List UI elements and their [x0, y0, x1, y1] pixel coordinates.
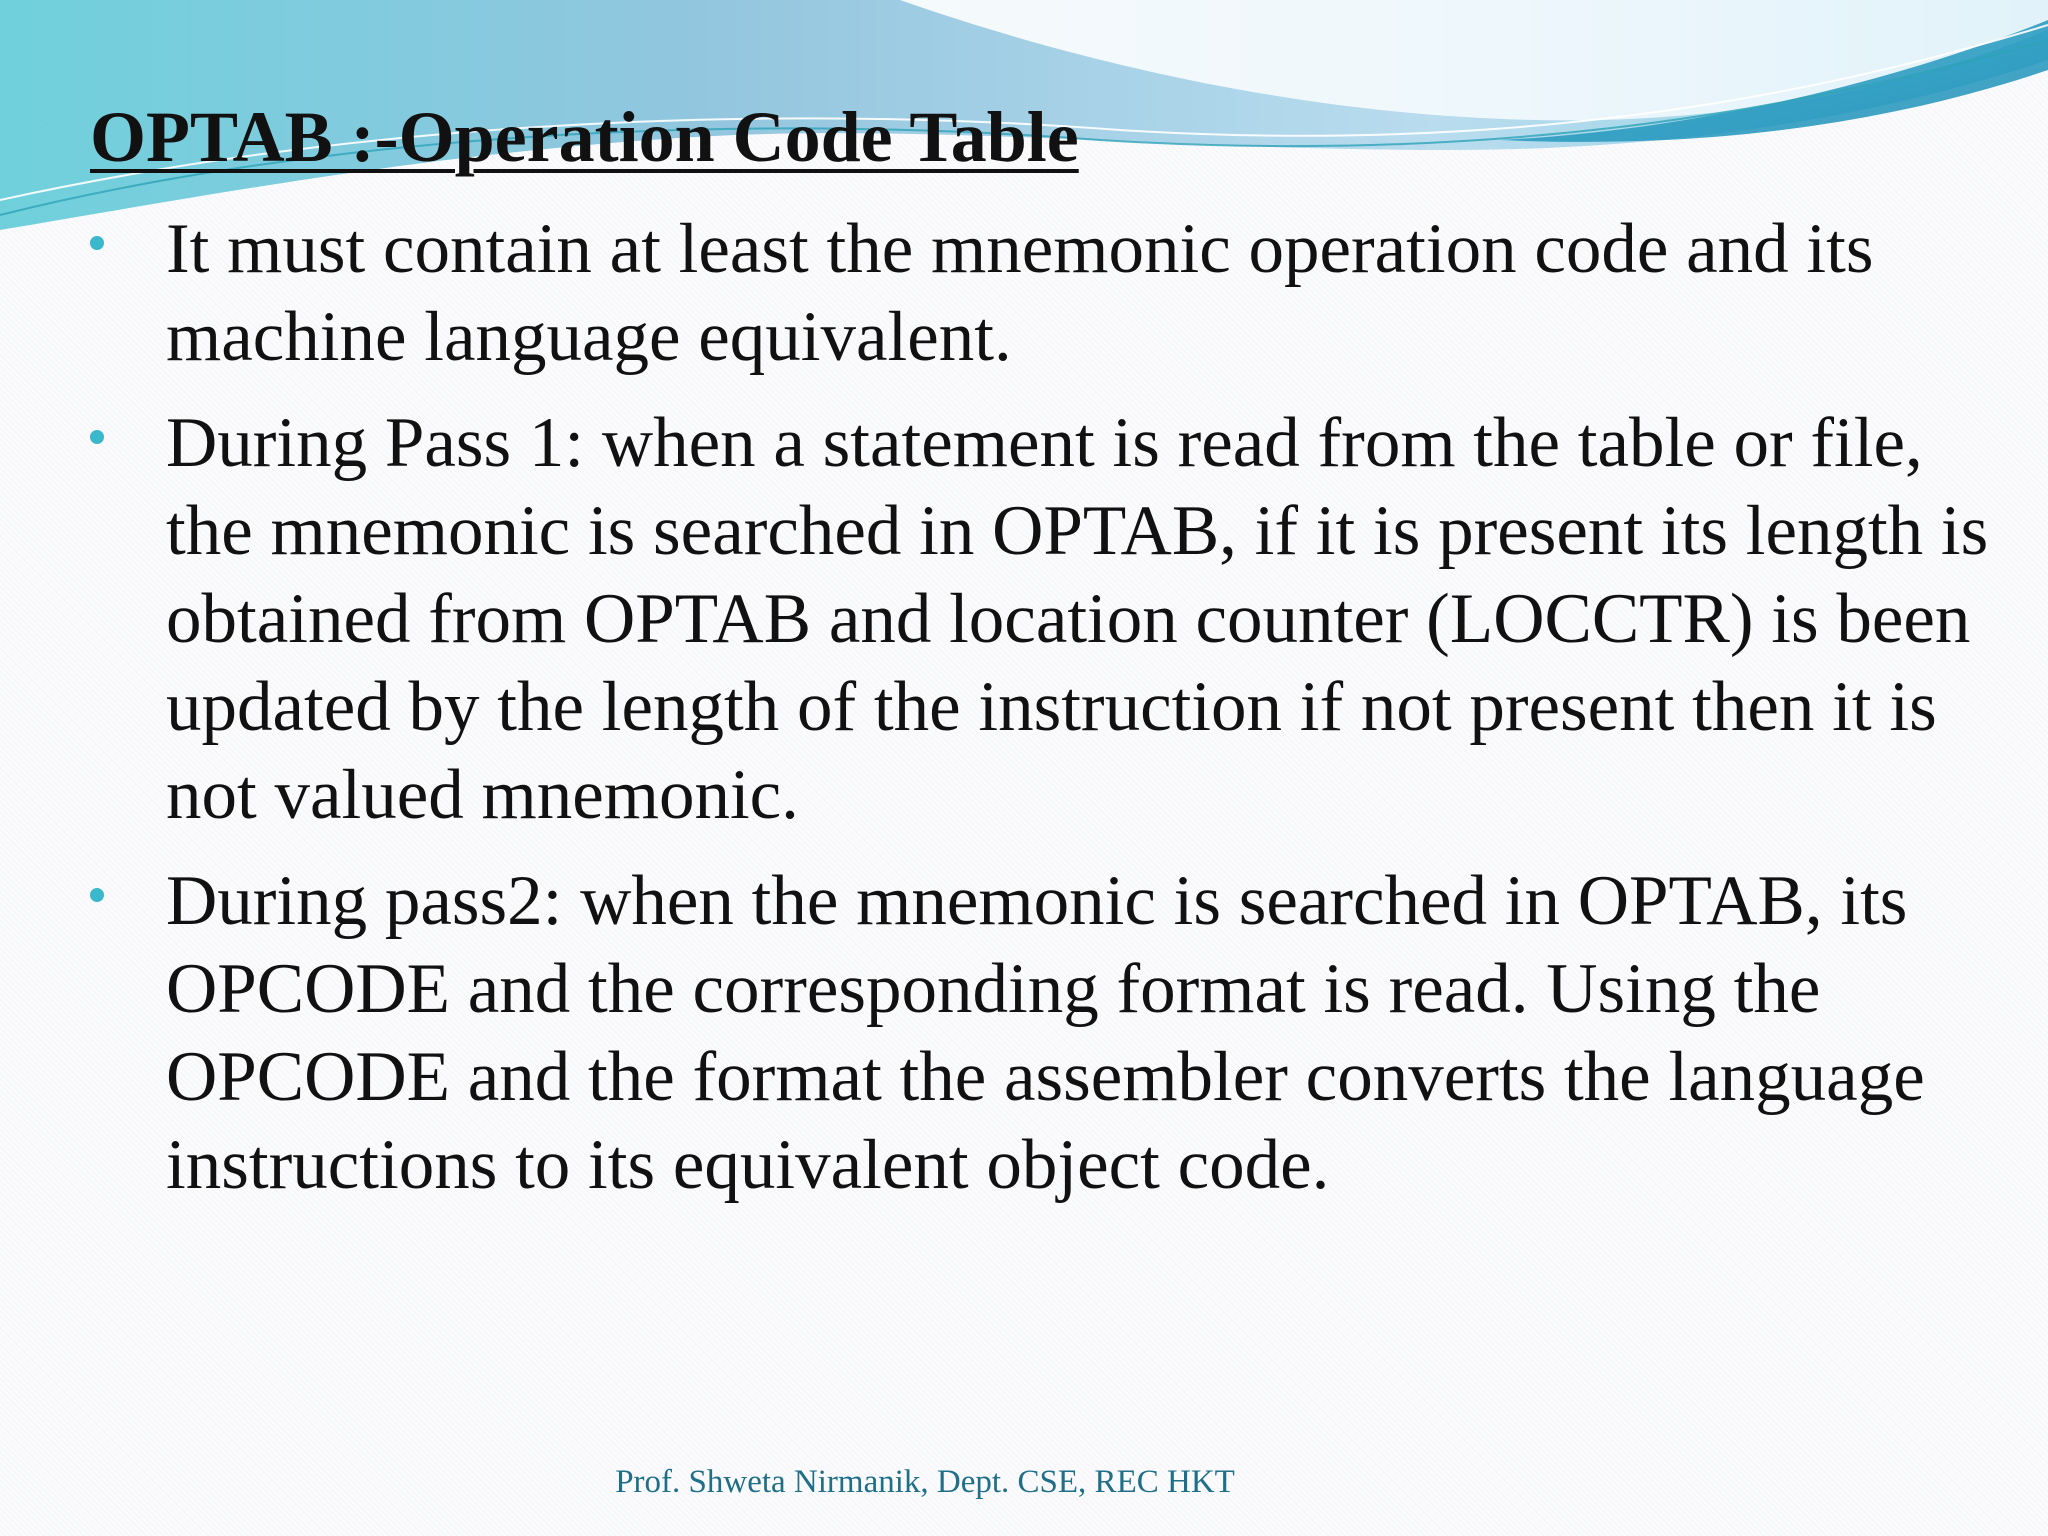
slide-footer: Prof. Shweta Nirmanik, Dept. CSE, REC HKT [615, 1464, 1235, 1500]
bullet-text: During Pass 1: when a statement is read from the table or file, the mnemonic is searched in OPTAB, if it is present its length is obtained from OPTAB and location counter (LOCCTR) is been updated by the length of the instruction if not present then it is not valued mnemonic. [166, 404, 1989, 834]
bullet-dot-icon [90, 430, 104, 444]
bullet-item [90, 857, 1990, 1209]
bullet-text: During pass2: when the mnemonic is searched in OPTAB, its OPCODE and the corresponding format is read. Using the OPCODE and the format the assembler converts the language instructions to its equivalent object code. [166, 862, 1925, 1204]
slide-title: OPTAB :-Operation Code Table [90, 97, 1079, 177]
bullet-list [90, 205, 1990, 1227]
bullet-text: It must contain at least the mnemonic operation code and its machine language equivalent. [166, 210, 1874, 376]
bullet-item [90, 399, 1990, 839]
bullet-dot-icon [90, 236, 104, 250]
bullet-dot-icon [90, 888, 104, 902]
bullet-item [90, 205, 1990, 381]
